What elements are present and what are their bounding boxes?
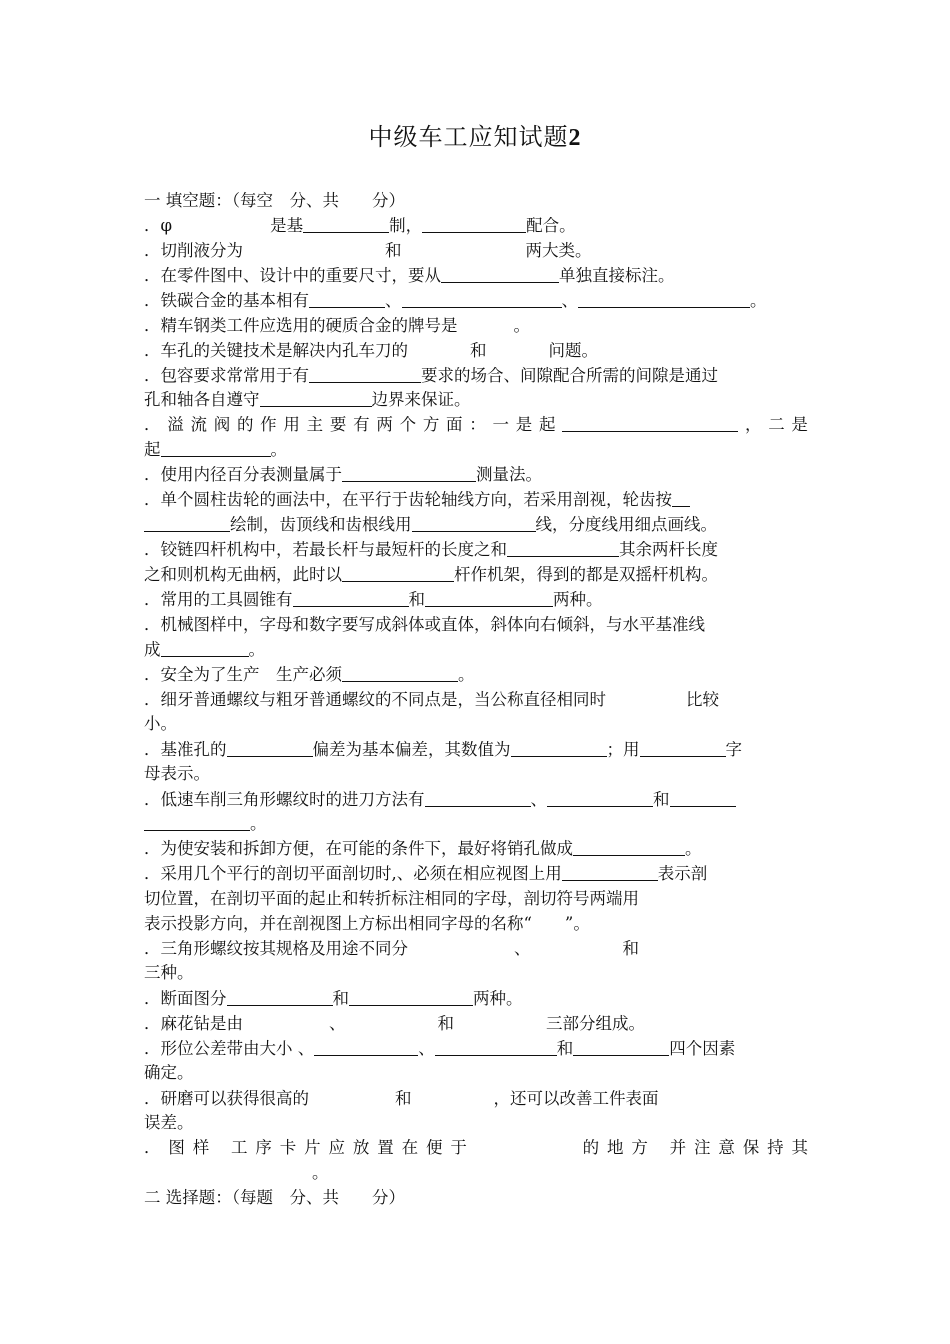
q17-text: 和 xyxy=(653,790,670,809)
question-10 xyxy=(144,488,808,512)
title-text: 中级车工应知试题 xyxy=(368,123,569,151)
q15-text: 比较 xyxy=(686,690,719,709)
q20-text: 、 xyxy=(514,939,531,958)
q8-char: 溢 xyxy=(167,415,184,434)
answer-blank xyxy=(309,364,421,383)
q16-text: 字 xyxy=(725,740,742,759)
q4-text: ．铁碳合金的基本相有 xyxy=(144,291,309,310)
q8-char: 二 xyxy=(768,415,785,434)
q2-text: 和 xyxy=(385,241,402,260)
answer-blank xyxy=(227,738,313,757)
question-18 xyxy=(144,837,808,861)
question-15-cont xyxy=(144,712,808,736)
answer-blank xyxy=(573,837,685,856)
q25-char: 的 xyxy=(582,1138,600,1157)
q4-text: 。 xyxy=(750,291,767,310)
answer-blank xyxy=(425,588,553,607)
q6-text: 问题。 xyxy=(548,341,598,360)
question-21 xyxy=(144,987,808,1011)
question-19-cont xyxy=(144,887,808,911)
q16-text: ．基准孔的 xyxy=(144,740,227,759)
answer-blank xyxy=(573,1037,669,1056)
q12-text: 两种。 xyxy=(553,590,603,609)
question-10-cont xyxy=(144,513,808,537)
q22-text: 、 xyxy=(329,1014,346,1033)
q8-char: ， xyxy=(744,415,762,434)
q8-char: 两 xyxy=(376,415,393,434)
title-number: 2 xyxy=(568,125,582,151)
q18-text: 。 xyxy=(685,839,702,858)
q5-text: ．精车钢类工件应选用的硬质合金的牌号是 xyxy=(144,316,458,335)
answer-blank xyxy=(670,788,736,807)
question-19-cont xyxy=(144,912,808,936)
q23-text: 和 xyxy=(556,1039,574,1058)
answer-blank xyxy=(402,289,562,308)
question-12 xyxy=(144,588,808,612)
question-17-cont xyxy=(144,812,808,836)
q2-text: 两大类。 xyxy=(525,241,592,260)
q9-text: ．使用内径百分表测量属于 xyxy=(144,465,342,484)
question-25 xyxy=(144,1136,808,1160)
section-1-header: 一 填空题：（每空 分、共 分） xyxy=(144,191,405,210)
q25-char: 持 xyxy=(767,1138,784,1157)
q24-text: 误差。 xyxy=(144,1113,194,1132)
answer-blank xyxy=(562,413,738,432)
q16-text: 母表示。 xyxy=(144,764,210,783)
question-22 xyxy=(144,1012,808,1036)
q9-text: 测量法。 xyxy=(476,465,542,484)
q22-text: 三部分组成。 xyxy=(546,1014,645,1033)
q8-char: 有 xyxy=(353,415,370,434)
q4-text: 、 xyxy=(561,291,578,310)
q8-text: 。 xyxy=(270,440,287,459)
q25-char: 工 xyxy=(231,1138,248,1157)
answer-blank xyxy=(435,1037,557,1056)
question-11 xyxy=(144,538,808,562)
question-5 xyxy=(144,314,808,338)
question-13-cont xyxy=(144,638,808,662)
answer-blank xyxy=(144,513,230,532)
question-4 xyxy=(144,289,808,313)
q20-text: ．三角形螺纹按其规格及用途不同分 xyxy=(144,939,408,958)
q8-char: 一 xyxy=(492,415,510,434)
q8-char: 用 xyxy=(283,415,300,434)
q5-text: 。 xyxy=(513,316,530,335)
q14-text: 。 xyxy=(458,665,475,684)
q25-char: 便 xyxy=(426,1138,443,1157)
q25-char: 于 xyxy=(450,1138,467,1157)
answer-blank xyxy=(342,663,458,682)
question-23 xyxy=(144,1037,808,1061)
q19-text: 表示投影方向，并在剖视图上方标出相同字母的名称“ ”。 xyxy=(144,914,590,933)
q13-text: 成 xyxy=(144,640,161,659)
q15-text: 小。 xyxy=(144,714,177,733)
q1-number: ．φ xyxy=(144,216,173,235)
question-3 xyxy=(144,264,808,288)
q25-char: 地 xyxy=(607,1138,624,1157)
question-20 xyxy=(144,937,808,961)
q13-text: ．机械图样中，字母和数字要写成斜体或直体，斜体向右倾斜，与水平基准线 xyxy=(144,615,705,634)
answer-blank xyxy=(507,538,619,557)
q25-char: 卡 xyxy=(279,1138,297,1157)
answer-blank xyxy=(412,513,536,532)
answer-blank xyxy=(578,289,750,308)
question-6 xyxy=(144,339,808,363)
question-8-cont xyxy=(144,438,808,462)
q20-text: 和 xyxy=(622,939,639,958)
q20-text: 三种。 xyxy=(144,963,194,982)
q10-text: ．单个圆柱齿轮的画法中，在平行于齿轮轴线方向，若采用剖视，轮齿按 xyxy=(144,490,672,509)
q12-text: 和 xyxy=(408,590,425,609)
q25-char: 放 xyxy=(352,1138,370,1157)
answer-blank xyxy=(227,987,333,1006)
answer-blank xyxy=(303,214,389,233)
q10-text: 线，分度线用细点画线。 xyxy=(535,515,717,534)
q8-char: 阀 xyxy=(213,415,231,434)
q16-text: ；用 xyxy=(606,740,640,759)
q8-char: 主 xyxy=(306,415,324,434)
question-19 xyxy=(144,862,808,886)
q1-text: 是基 xyxy=(270,216,304,235)
question-11-cont xyxy=(144,563,808,587)
q3-text: 单独直接标注。 xyxy=(559,266,675,285)
q8-char: 个 xyxy=(399,415,417,434)
q22-text: ．麻花钻是由 xyxy=(144,1014,243,1033)
answer-blank xyxy=(672,488,690,507)
answer-blank xyxy=(161,438,271,457)
q3-text: ．在零件图中、设计中的重要尺寸，要从 xyxy=(144,266,441,285)
q7-text: 要求的场合、间隙配合所需的间隙是通过 xyxy=(421,366,718,385)
q6-text: ．车孔的关键技术是解决内孔车刀的 xyxy=(144,341,408,360)
q1-text: 制， xyxy=(389,216,423,235)
q8-char: 方 xyxy=(422,415,440,434)
question-16-cont xyxy=(144,762,808,786)
question-15 xyxy=(144,688,808,712)
q7-text: ．包容要求常常用于有 xyxy=(144,366,309,385)
q25-char: 方 xyxy=(631,1138,648,1157)
q22-text: 和 xyxy=(437,1014,454,1033)
q25-char: 意 xyxy=(718,1138,735,1157)
question-9 xyxy=(144,463,808,487)
q8-text: 起 xyxy=(144,440,161,459)
answer-blank xyxy=(640,738,726,757)
q2-text: ．切削液分为 xyxy=(144,241,243,260)
q16-text: 偏差为基本偏差，其数值为 xyxy=(312,740,511,759)
question-2 xyxy=(144,239,808,263)
q17-text: ．低速车削三角形螺纹时的进刀方法有 xyxy=(144,790,425,809)
q18-text: ．为使安装和拆卸方便，在可能的条件下，最好将销孔做成 xyxy=(144,839,573,858)
q11-text: ．铰链四杆机构中，若最长杆与最短杆的长度之和 xyxy=(144,540,507,559)
q7-text: 孔和轴各自遵守 xyxy=(144,390,260,409)
q23-text: 四个因素 xyxy=(669,1039,736,1058)
q8-char: 是 xyxy=(515,415,533,434)
q4-text: 、 xyxy=(385,291,402,310)
q25-char: 注 xyxy=(694,1138,711,1157)
q8-char: 作 xyxy=(260,415,277,434)
section-2-header: 二 选择题：（每题 分、共 分） xyxy=(144,1188,405,1207)
answer-blank xyxy=(547,788,653,807)
question-8 xyxy=(144,413,808,437)
answer-blank xyxy=(161,638,249,657)
q21-text: ．断面图分 xyxy=(144,989,227,1008)
q8-char: 是 xyxy=(791,415,808,434)
question-1 xyxy=(144,214,808,238)
q25-char: 在 xyxy=(401,1138,419,1157)
q8-char: 流 xyxy=(190,415,207,434)
question-7 xyxy=(144,364,808,388)
q23-text: 、 xyxy=(418,1039,435,1058)
q8-char: ： xyxy=(469,415,486,434)
q17-text: 。 xyxy=(250,814,267,833)
q25-char: 并 xyxy=(669,1138,687,1157)
answer-blank xyxy=(314,1037,418,1056)
q11-text: 其余两杆长度 xyxy=(619,540,718,559)
q21-text: 和 xyxy=(332,989,349,1008)
answer-blank xyxy=(511,738,607,757)
q24-text: ，还可以改善工件表面 xyxy=(493,1089,659,1108)
q23-text: ．形位公差带由大小 、 xyxy=(144,1039,315,1058)
q25-char: 其 xyxy=(791,1138,808,1157)
q11-text: 之和则机构无曲柄，此时以 xyxy=(144,565,342,584)
answer-blank xyxy=(422,214,526,233)
question-20-cont xyxy=(144,961,808,985)
answer-blank xyxy=(309,289,385,308)
q25-char: 保 xyxy=(742,1138,760,1157)
q25-char: 置 xyxy=(377,1138,394,1157)
question-16 xyxy=(144,738,808,762)
q25-char: 片 xyxy=(304,1138,321,1157)
q19-text: 切位置，在剖切平面的起止和转折标注相同的字母，剖切符号两端用 xyxy=(144,889,639,908)
q8-char: 面 xyxy=(446,415,463,434)
q19-text: ．采用几个平行的剖切平面剖切时,、必须在相应视图上用 xyxy=(144,864,562,883)
q21-text: 两种。 xyxy=(473,989,523,1008)
q11-text: 杆作机架，得到的都是双摇杆机构。 xyxy=(454,565,718,584)
answer-blank xyxy=(425,788,531,807)
section-header xyxy=(144,1186,808,1210)
q14-text: ．安全为了生产 生产必须 xyxy=(144,665,342,684)
q8-char: ． xyxy=(144,415,161,434)
question-7-cont xyxy=(144,388,808,412)
question-24-cont xyxy=(144,1111,808,1135)
page-title xyxy=(0,117,950,152)
q25-char: 序 xyxy=(255,1138,272,1157)
q23-text: 确定。 xyxy=(144,1063,194,1082)
answer-blank xyxy=(293,588,409,607)
q13-text: 。 xyxy=(248,640,265,659)
q6-text: 和 xyxy=(470,341,487,360)
q8-char: 的 xyxy=(236,415,254,434)
answer-blank xyxy=(342,463,476,482)
question-23-cont xyxy=(144,1061,808,1085)
question-25-cont xyxy=(312,1161,412,1185)
section-header xyxy=(144,189,808,213)
answer-blank xyxy=(342,563,454,582)
q8-char: 要 xyxy=(329,415,347,434)
q25-char: ． xyxy=(144,1138,161,1157)
question-14 xyxy=(144,663,808,687)
question-13 xyxy=(144,613,808,637)
question-17 xyxy=(144,788,808,812)
q25-char: 样 xyxy=(192,1138,210,1157)
q24-text: ．研磨可以获得很高的 xyxy=(144,1089,309,1108)
q8-char: 起 xyxy=(538,415,556,434)
q19-text: 表示剖 xyxy=(657,864,708,883)
q17-text: 、 xyxy=(530,790,547,809)
q15-text: ．细牙普通螺纹与粗牙普通螺纹的不同点是，当公称直径相同时 xyxy=(144,690,606,709)
q1-text: 配合。 xyxy=(526,216,576,235)
answer-blank xyxy=(349,987,473,1006)
answer-blank xyxy=(441,264,559,283)
answer-blank xyxy=(562,862,658,881)
q25-char: 图 xyxy=(168,1138,185,1157)
q25-text: 。 xyxy=(312,1163,329,1182)
q24-text: 和 xyxy=(395,1089,412,1108)
q12-text: ．常用的工具圆锥有 xyxy=(144,590,293,609)
q25-char: 应 xyxy=(328,1138,345,1157)
q7-text: 边界来保证。 xyxy=(371,390,471,409)
answer-blank xyxy=(260,388,372,407)
answer-blank xyxy=(144,812,250,831)
q10-text: 绘制，齿顶线和齿根线用 xyxy=(230,515,412,534)
question-24 xyxy=(144,1087,808,1111)
